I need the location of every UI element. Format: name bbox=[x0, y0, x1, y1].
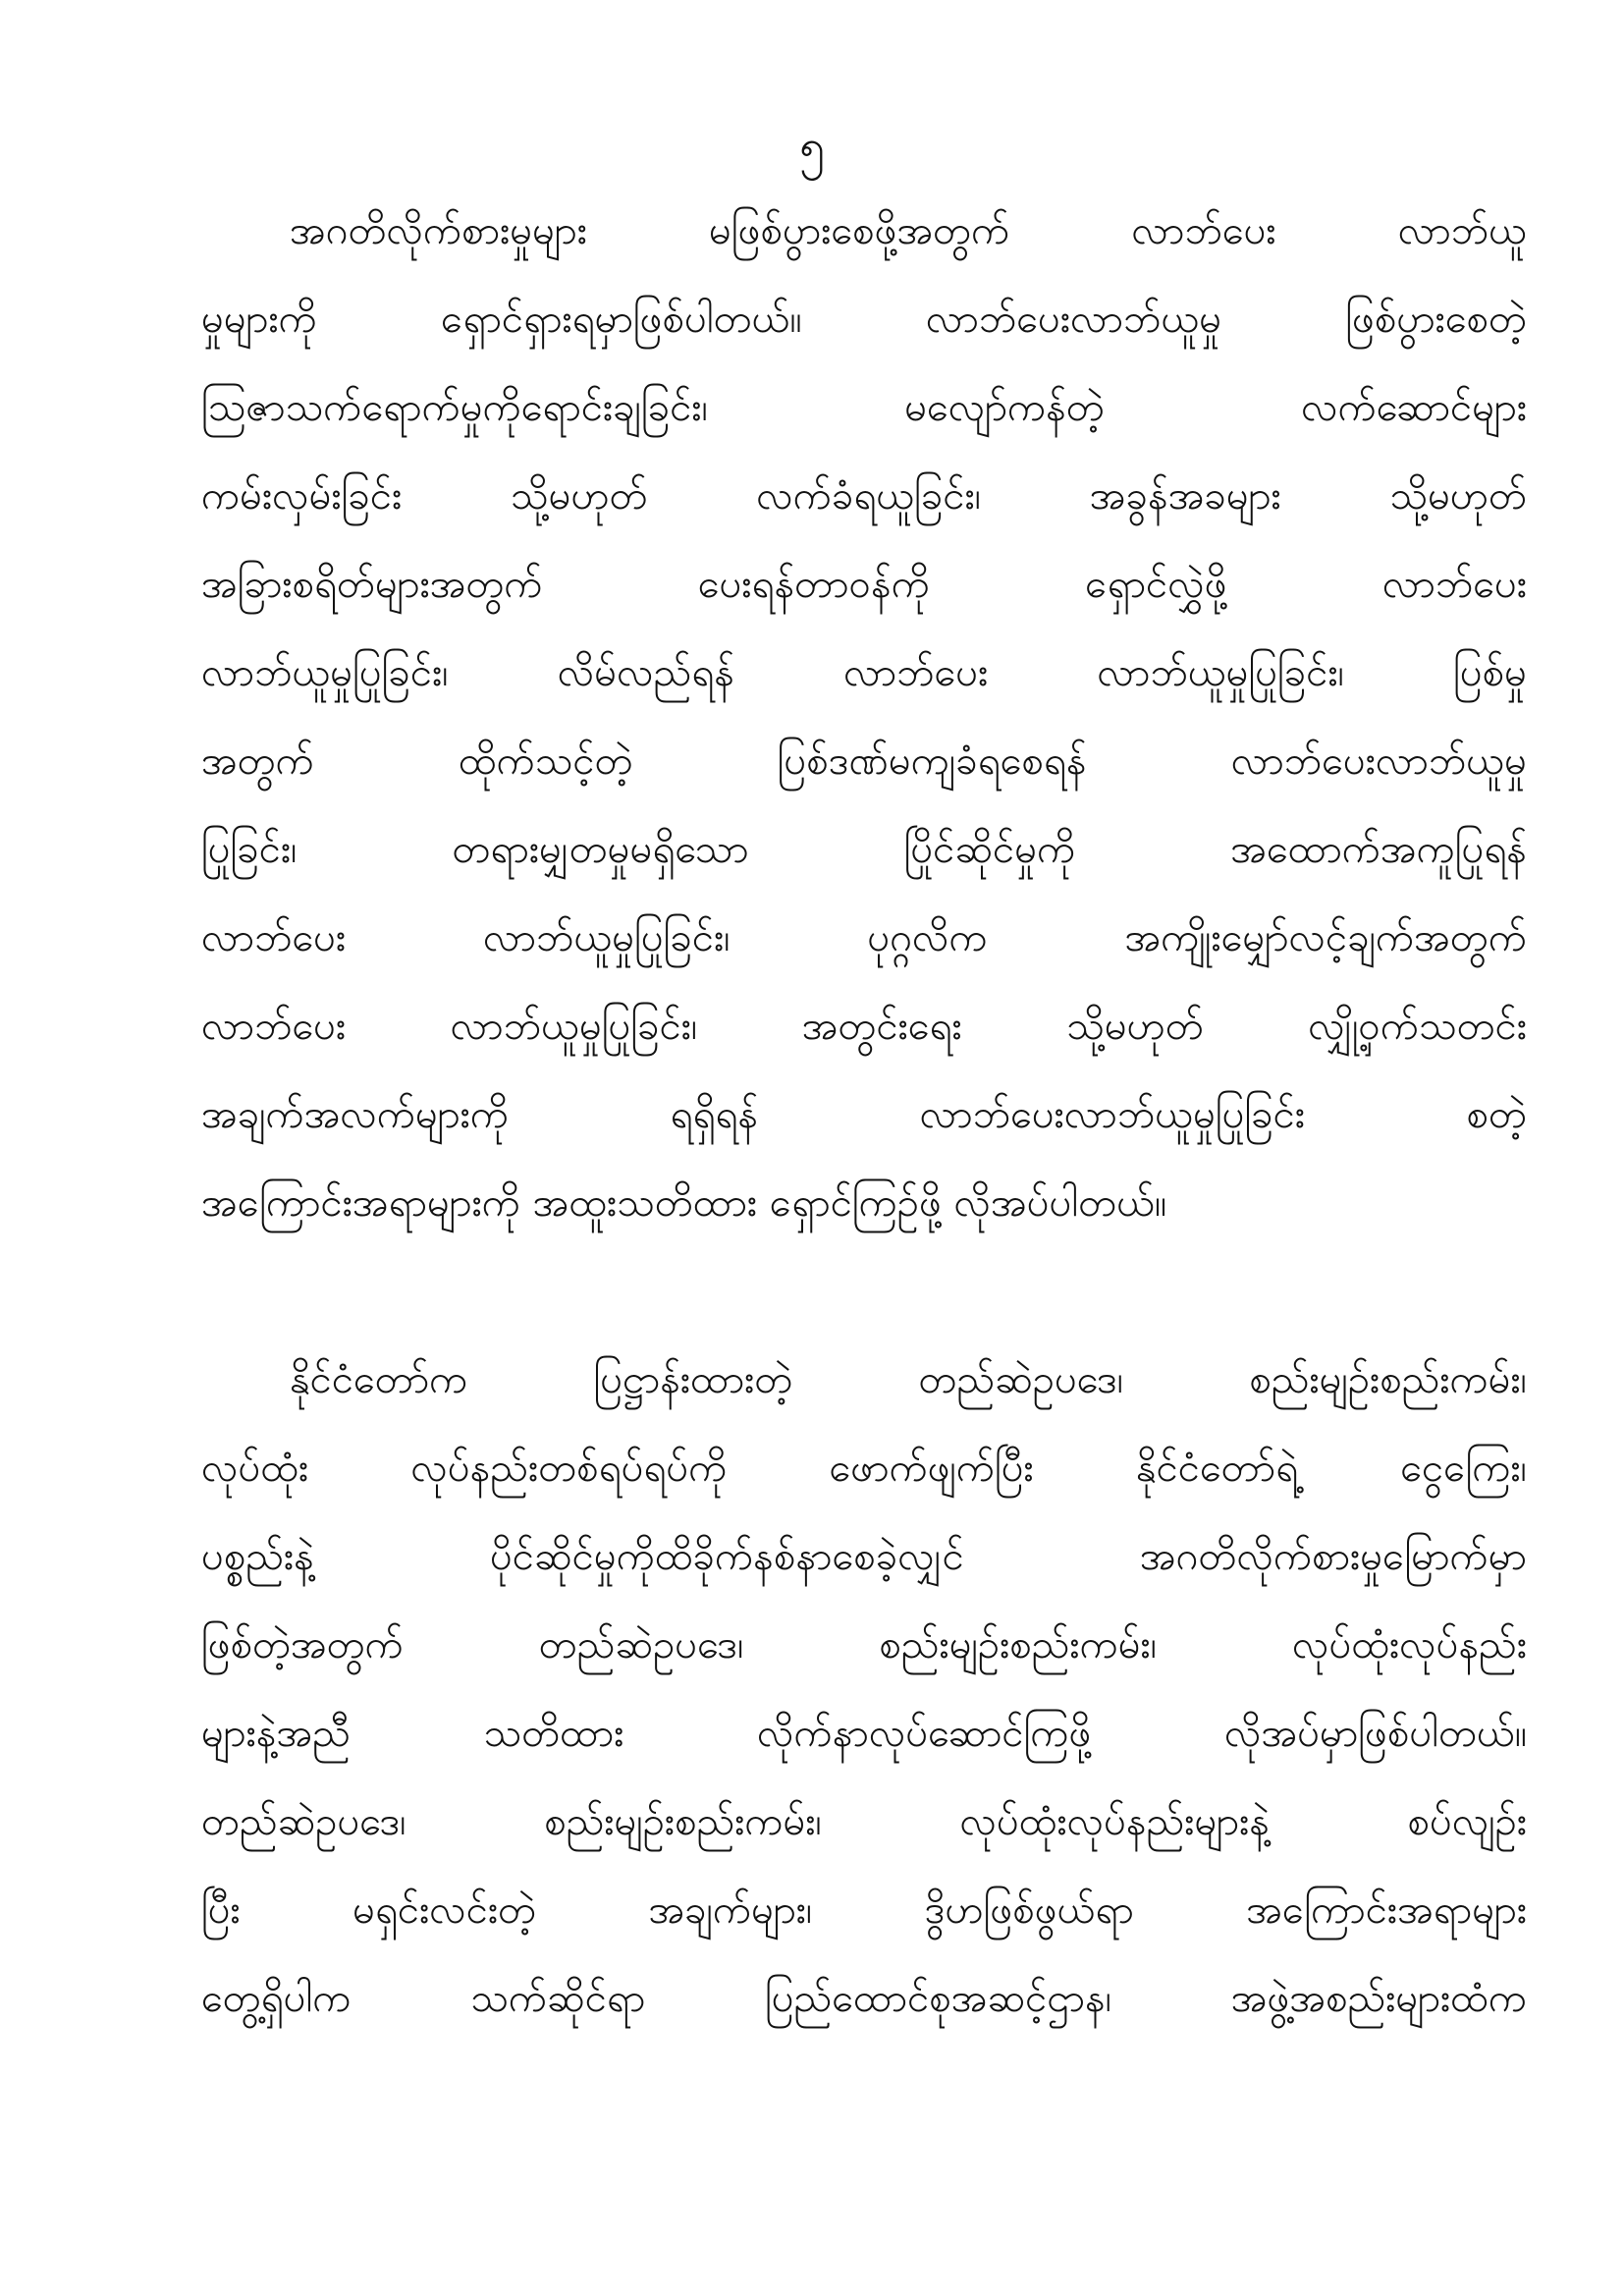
text-line: လာဘ်ယူမှုပြုခြင်း၊ လိမ်လည်ရန် လာဘ်ပေး လာဘ်ယူမှုပြုခြင်း၊ ပြစ်မှု bbox=[201, 650, 1527, 695]
text-line: အတွက် ထိုက်သင့်တဲ့ ပြစ်ဒဏ်မကျခံရစေရန် လာဘ်ပေးလာဘ်ယူမှု bbox=[201, 738, 1527, 784]
text-line: ဖြစ်တဲ့အတွက် တည်ဆဲဥပဒေ၊ စည်းမျဉ်းစည်းကမ်း၊ လုပ်ထုံးလုပ်နည်း bbox=[201, 1622, 1527, 1667]
text-line: များနဲ့အညီ သတိထား လိုက်နာလုပ်ဆောင်ကြဖို့ လိုအပ်မှာဖြစ်ပါတယ်။ bbox=[201, 1711, 1527, 1756]
text-line: ပြုခြင်း၊ တရားမျှတမှုမရှိသော ပြိုင်ဆိုင်မှုကို အထောက်အကူပြုရန် bbox=[201, 827, 1527, 872]
text-line: အဂတိလိုက်စားမှုများ မဖြစ်ပွားစေဖို့အတွက် လာဘ်ပေး လာဘ်ယူ bbox=[290, 208, 1527, 253]
text-line: ပြီး မရှင်းလင်းတဲ့ အချက်များ၊ ဒွိဟဖြစ်ဖွယ်ရာ အကြောင်းအရာများ bbox=[201, 1887, 1527, 1933]
text-line: အခြားစရိတ်များအတွက် ပေးရန်တာဝန်ကို ရှောင်လွှဲဖို့ လာဘ်ပေး bbox=[201, 562, 1527, 607]
text-line: လုပ်ထုံး လုပ်နည်းတစ်ရပ်ရပ်ကို ဖောက်ဖျက်ပြီး နိုင်ငံတော်ရဲ့ ငွေကြေး၊ bbox=[201, 1446, 1527, 1491]
text-line: မှုများကို ရှောင်ရှားရမှာဖြစ်ပါတယ်။ လာဘ်ပေးလာဘ်ယူမှု ဖြစ်ပွားစေတဲ့ bbox=[201, 297, 1527, 342]
text-line: တွေ့ရှိပါက သက်ဆိုင်ရာ ပြည်ထောင်စုအဆင့်ဌာန၊ အဖွဲ့အစည်းများထံက bbox=[201, 1976, 1527, 2021]
paragraph-anti-bribery bbox=[201, 187, 1527, 1247]
text-line: အချက်အလက်များကို ရရှိရန် လာဘ်ပေးလာဘ်ယူမှုပြုခြင်း စတဲ့ bbox=[201, 1092, 1527, 1137]
text-line: သြဇာသက်ရောက်မှုကိုရောင်းချခြင်း၊ မလျော်ကန်တဲ့ လက်ဆောင်များ bbox=[201, 385, 1527, 430]
text-line: လာဘ်ပေး လာဘ်ယူမှုပြုခြင်း၊ ပုဂ္ဂလိက အကျိုးမျှော်လင့်ချက်အတွက် bbox=[201, 915, 1527, 960]
text-line: တည်ဆဲဥပဒေ၊ စည်းမျဉ်းစည်းကမ်း၊ လုပ်ထုံးလုပ်နည်းများနဲ့ စပ်လျဉ်း bbox=[201, 1799, 1527, 1844]
text-line: ကမ်းလှမ်းခြင်း သို့မဟုတ် လက်ခံရယူခြင်း၊ အခွန်အခများ သို့မဟုတ် bbox=[201, 473, 1527, 519]
text-line: ပစ္စည်းနဲ့ ပိုင်ဆိုင်မှုကိုထိခိုက်နစ်နာစေခဲ့လျှင် အဂတိလိုက်စားမှုမြောက်မှာ bbox=[201, 1534, 1527, 1579]
paragraph-law-compliance bbox=[201, 1336, 1527, 2043]
text-line: အကြောင်းအရာများကို အထူးသတိထား ရှောင်ကြဉ်ဖို့ လိုအပ်ပါတယ်။ bbox=[201, 1180, 1167, 1226]
text-line: လာဘ်ပေး လာဘ်ယူမှုပြုခြင်း၊ အတွင်းရေး သို့မဟုတ် လျှို့ဝှက်သတင်း bbox=[201, 1004, 1527, 1049]
text-line: နိုင်ငံတော်က ပြဋ္ဌာန်းထားတဲ့ တည်ဆဲဥပဒေ၊ စည်းမျဉ်းစည်းကမ်း၊ bbox=[290, 1357, 1527, 1402]
page-number: ၅ bbox=[799, 119, 825, 172]
